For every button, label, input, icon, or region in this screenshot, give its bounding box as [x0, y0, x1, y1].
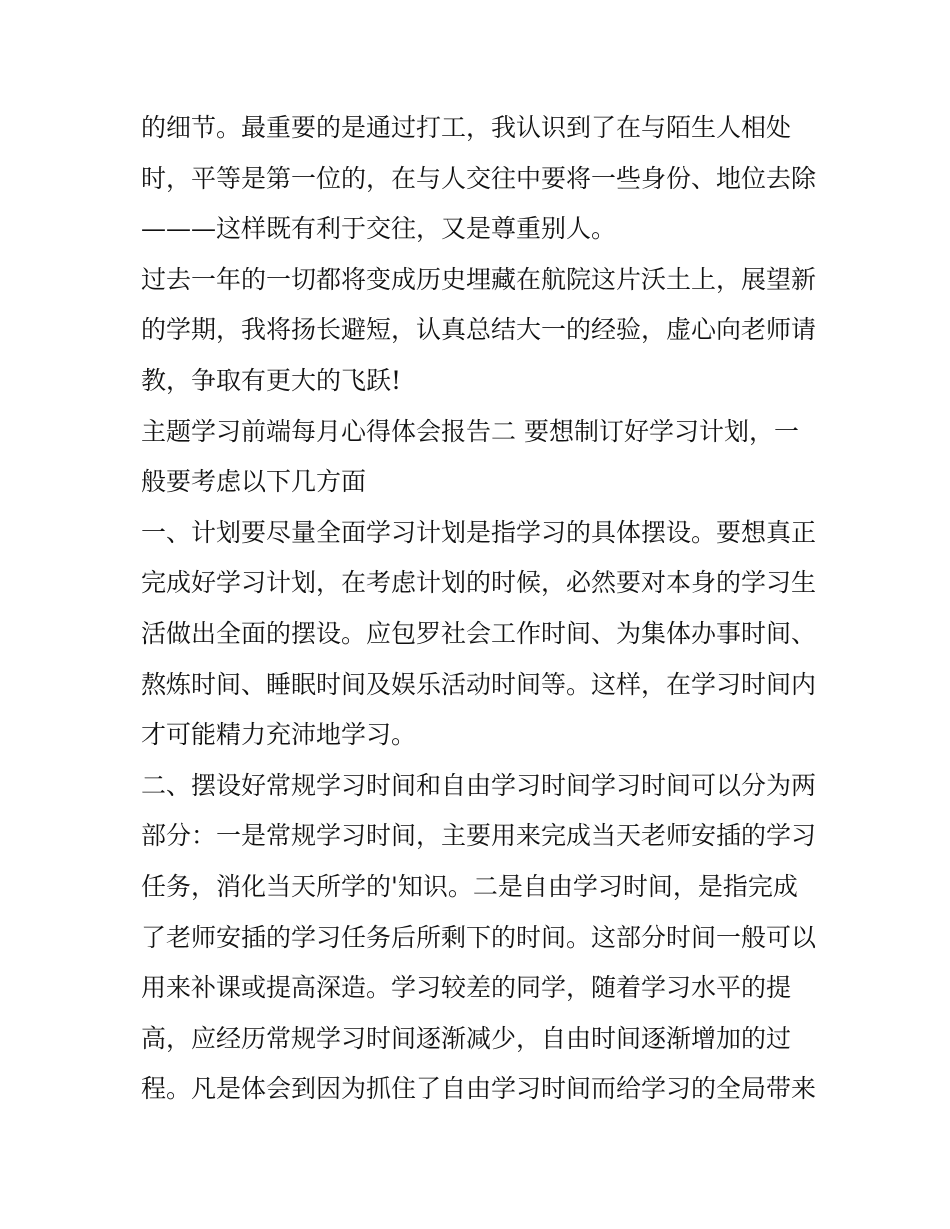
text-line: 部分：一是常规学习时间，主要用来完成当天老师安插的学习	[141, 821, 817, 851]
text-line: 活做出全面的摆设。应包罗社会工作时间、为集体办事时间、	[141, 618, 817, 648]
text-line: 一、计划要尽量全面学习计划是指学习的具体摆设。要想真正	[141, 517, 817, 547]
text-line: 的学期，我将扬长避短，认真总结大一的经验，虚心向老师请	[141, 315, 817, 345]
text-line: 高，应经历常规学习时间逐渐减少，自由时间逐渐增加的过	[141, 1023, 792, 1053]
text-line: 主题学习前端每月心得体会报告二 要想制订好学习计划，一	[141, 416, 799, 446]
text-line: 教，争取有更大的飞跃!	[141, 365, 402, 395]
text-line: 用来补课或提高深造。学习较差的同学，随着学习水平的提	[141, 973, 792, 1003]
text-line: 了老师安插的学习任务后所剩下的时间。这部分时间一般可以	[141, 922, 817, 952]
text-line: 二、摆设好常规学习时间和自由学习时间学习时间可以分为两	[141, 770, 817, 800]
text-line: 完成好学习计划，在考虑计划的时候，必然要对本身的学习生	[141, 568, 817, 598]
text-line: 过去一年的一切都将变成历史埋藏在航院这片沃土上，展望新	[141, 264, 817, 294]
text-line: 时，平等是第一位的，在与人交往中要将一些身份、地位去除	[141, 163, 817, 193]
text-line: ———这样既有利于交往，又是尊重别人。	[141, 214, 617, 244]
text-line: 任务，消化当天所学的'知识。二是自由学习时间，是指完成	[141, 871, 798, 901]
text-line: 般要考虑以下几方面	[141, 467, 367, 497]
text-line: 的细节。最重要的是通过打工，我认识到了在与陌生人相处	[141, 113, 792, 142]
body-text	[141, 103, 821, 1115]
text-line: 程。凡是体会到因为抓住了自由学习时间而给学习的全局带来	[141, 1074, 817, 1104]
text-line: 熬炼时间、睡眠时间及娱乐活动时间等。这样，在学习时间内	[141, 669, 817, 699]
text-line: 才可能精力充沛地学习。	[141, 720, 417, 750]
